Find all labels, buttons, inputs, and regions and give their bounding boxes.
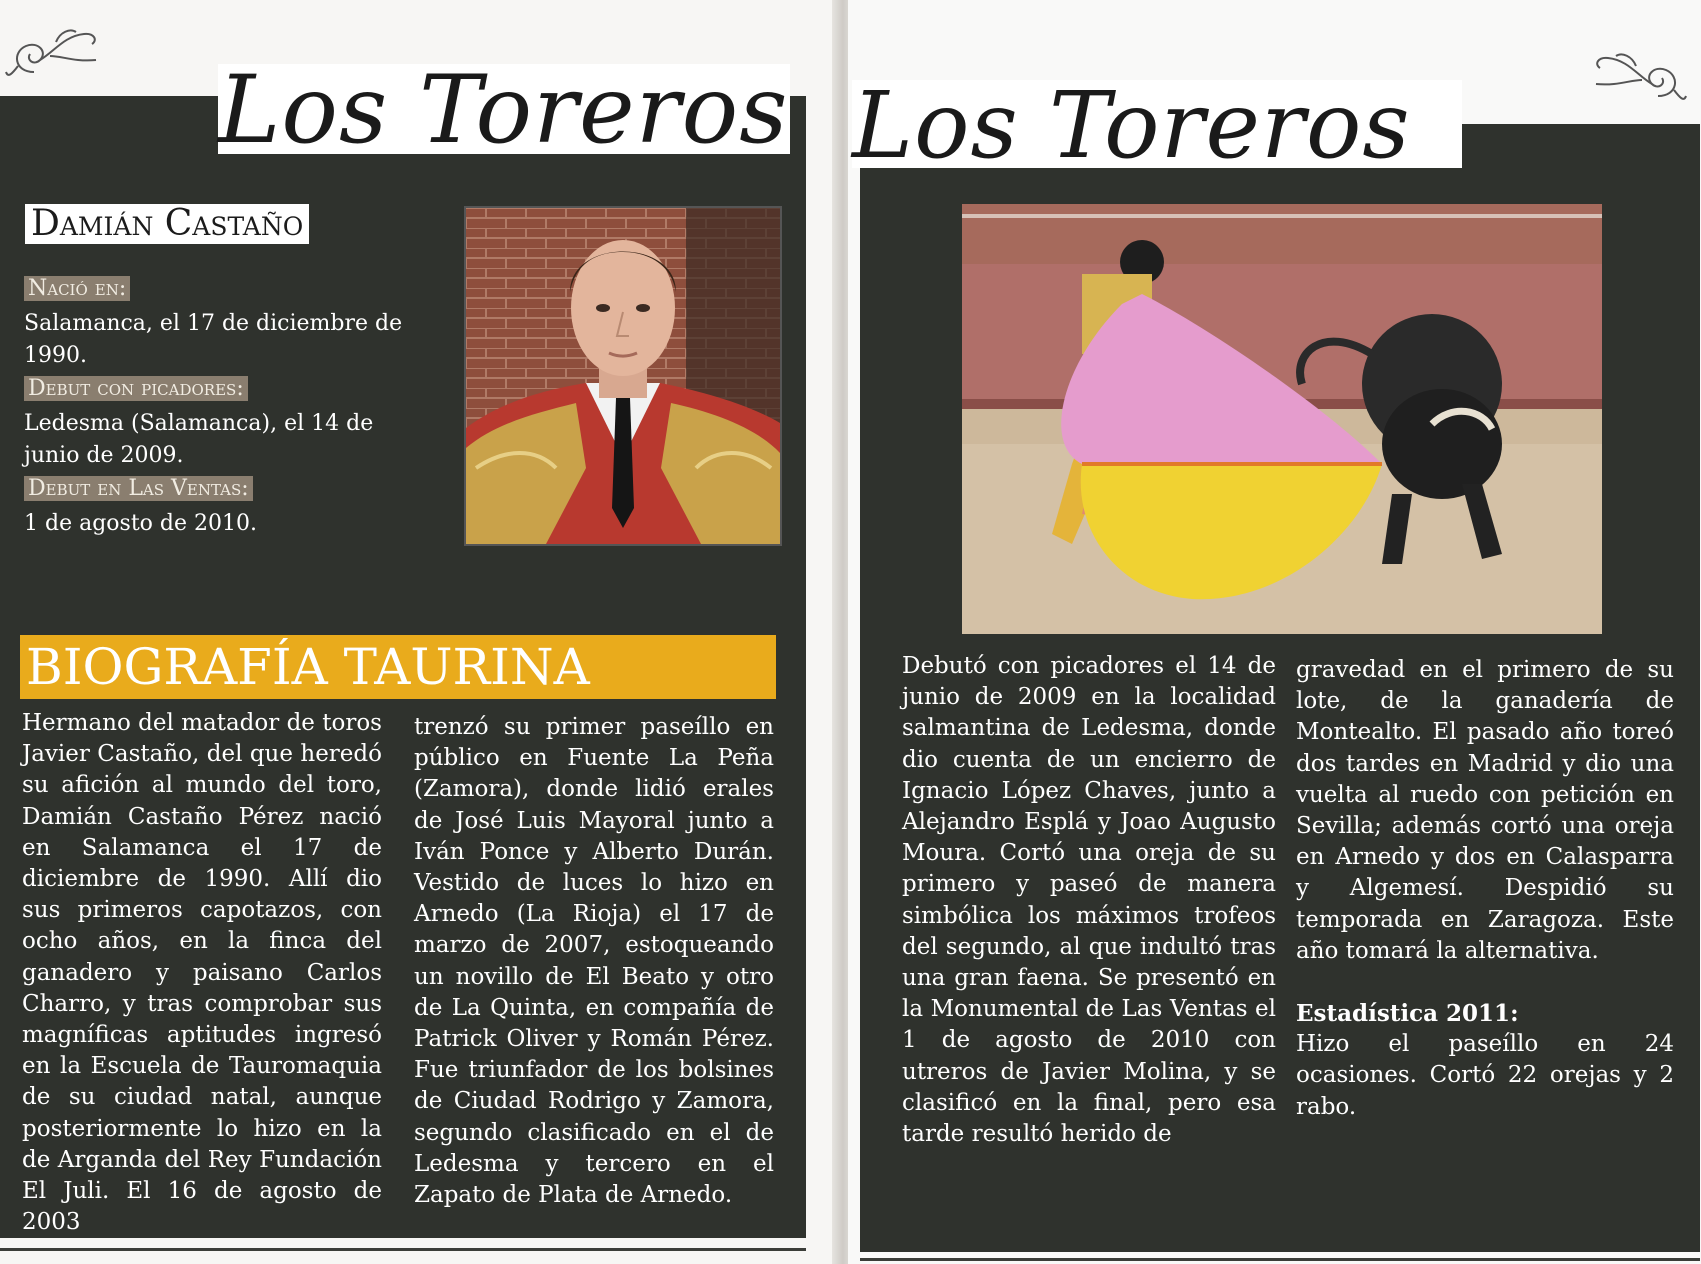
label-debut-picadores: Debut con picadores: (24, 376, 248, 401)
page-title: Los Toreros (218, 56, 789, 165)
label-debut-ventas: Debut en Las Ventas: (24, 476, 253, 501)
bio-column-2 (414, 712, 774, 1211)
bio-text-1: Hermano del matador de toros Javier Castaño, del que heredó su afición al mundo del toro, Damián Castaño Pérez nació en Salamanca el 17 de diciembre de 1990. Allí dio sus primeros capotazos, con ocho años, en la finca del ganadero y paisano Carlos Charro, y tras comprobar sus magníficas aptitudes ingresó en la Escuela de Tauromaquia de su ciudad natal, aunque posteriormente lo hizo en la de Arganda del Rey Fundación El Juli. El 16 de agosto de 2003 (22, 710, 382, 1236)
bottom-rule-left (0, 1248, 806, 1251)
portrait-photo (464, 206, 782, 546)
bio-text-2: trenzó su primer paseíllo en público en Fuente La Peña (Zamora), donde lidió erales de José Luis Mayoral junto a Iván Ponce y Alberto Durán. Vestido de luces lo hizo en Arnedo (La Rioja) el 17 de marzo de 2007, estoqueando un novillo de El Beato y otro de La Quinta, en compañía de Patrick Oliver y Román Pérez. Fue triunfador de los bolsines de Ciudad Rodrigo y Zamora, segundo clasificado en el de Ledesma y tercero en el Zapato de Plata de Arnedo. (414, 714, 774, 1209)
right-text-1: Debutó con picadores el 14 de junio de 2009 en la localidad salmantina de Ledesma, donde dio cuenta de un encierro de Ignacio López Chaves, junto a Alejandro Esplá y Joao Augusto Moura. Cortó una oreja de su primero y paseó de manera simbólica los máximos trofeos del segundo, al que indultó tras una gran faena. Se presentó en la Monumental de Las Ventas el 1 de agosto de 2010 con utreros de Javier Molina, y se clasificó en la final, pero esa tarde resultó herido de (902, 653, 1276, 1148)
page-title-right: Los Toreros (852, 80, 1462, 168)
bottom-rule-right (860, 1258, 1700, 1261)
debut-picadores-value: Ledesma (Salamanca), el 14 de junio de 2009. (24, 411, 374, 468)
bio-heading: BIOGRAFÍA TAURINA (20, 635, 776, 699)
torero-name: Damián Castaño (25, 204, 309, 244)
right-column-2 (1296, 655, 1674, 1123)
flourish-ornament-left (4, 22, 104, 88)
bio-column-1 (22, 708, 382, 1238)
bullfight-photo (962, 204, 1602, 634)
stats-text: Hizo el paseíllo en 24 ocasiones. Cortó 22 orejas y 2 rabo. (1296, 1031, 1674, 1120)
right-column-1 (902, 651, 1276, 1150)
stats-heading: Estadística 2011: (1296, 1000, 1519, 1028)
flourish-ornament-right (1588, 44, 1688, 114)
right-page (848, 0, 1701, 1264)
birthplace-value: Salamanca, el 17 de diciembre de 1990. (24, 311, 403, 368)
left-page (0, 0, 840, 1264)
label-birthplace: Nació en: (24, 276, 130, 301)
debut-ventas-value: 1 de agosto de 2010. (24, 511, 257, 536)
right-text-2: gravedad en el primero de su lote, de la ganadería de Montealto. El pasado año toreó dos tardes en Madrid y dio una vuelta al ruedo con petición en Sevilla; además cortó una oreja en Arnedo y dos en Calasparra y Algemesí. Despidió su temporada en Zaragoza. Este año tomará la alternativa. (1296, 657, 1674, 964)
